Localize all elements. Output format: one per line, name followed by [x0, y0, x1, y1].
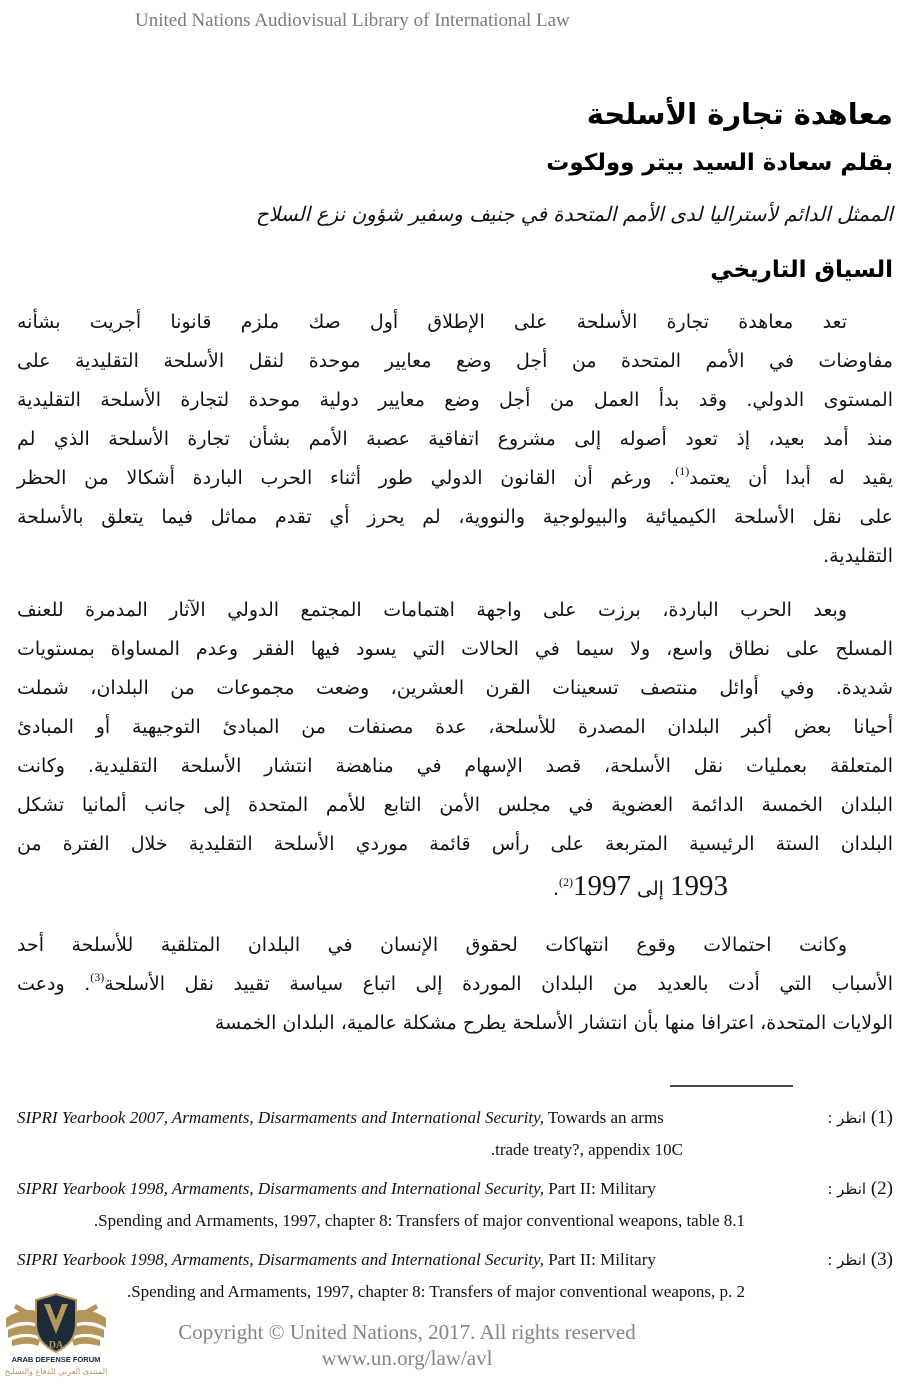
text-run: يقيد له أبدا أن يعتمد: [689, 467, 894, 489]
citation-roman: Towards an arms: [543, 1108, 664, 1127]
footnote-number: (1): [870, 1107, 893, 1128]
body-line: [17, 864, 893, 911]
footnote-head: [17, 1101, 893, 1135]
footnotes: [17, 1101, 893, 1307]
footnote-ref: (2): [559, 874, 574, 889]
body-line: [17, 381, 893, 420]
body-line: [17, 591, 893, 630]
footnote-head: [17, 1243, 893, 1277]
footnote-number: (3): [870, 1249, 893, 1270]
shield-wings-icon: [4, 1290, 108, 1378]
footnote-marker-group: [827, 1101, 893, 1135]
paragraph: [17, 926, 893, 1043]
footnote-see-label: انظر :: [827, 1109, 871, 1127]
body-line: [17, 420, 893, 459]
footnote-see-label: انظر :: [827, 1180, 871, 1198]
logo-name-ar: المنتدى العربي للدفاع والتسليح: [4, 1367, 108, 1376]
doc-byline: بقلم سعادة السيد بيتر وولكوت: [546, 150, 893, 176]
footnote-continuation: .trade treaty?, appendix 10C: [490, 1140, 683, 1159]
footnote-continuation: .Spending and Armaments, 1997, chapter 8: Transfers of major conventional weapons, table 8.1: [93, 1211, 745, 1230]
footnote: [17, 1101, 893, 1165]
footnote: [17, 1172, 893, 1236]
text-run: وبعد الحرب الباردة، برزت على واجهة اهتمامات المجتمع الدولي الآثار المدمرة للعنف: [17, 599, 847, 621]
text-run: المستوى الدولي. وقد بدأ العمل من أجل وضع معايير دولية موحدة لتجارة الأسلحة التقليدية: [17, 389, 893, 411]
footer-url-link[interactable]: www.un.org/law/avl: [321, 1346, 493, 1370]
body-line: [17, 965, 893, 1004]
text-run: المسلح على نطاق واسع، ولا سيما في الحالات التي يسود فيها الفقر وعدم المساواة بمستويات: [17, 638, 893, 660]
body-line: [17, 342, 893, 381]
logo-name-en: ARAB DEFENSE FORUM: [11, 1355, 101, 1364]
arab-defense-forum-logo: [4, 1290, 108, 1378]
text-run: تعد معاهدة تجارة الأسلحة على الإطلاق أول صك ملزم قانونا أجريت بشأنه: [17, 311, 847, 333]
body-line: [17, 708, 893, 747]
citation-italic: SIPRI Yearbook 1998, Armaments, Disarmaments and International Security,: [17, 1179, 544, 1198]
text-run: البلدان الستة الرئيسية المتربعة على رأس قائمة موردي الأسلحة التقليدية خلال الفترة من: [17, 833, 893, 855]
footnote-head: [17, 1172, 893, 1206]
citation-roman: Part II: Military: [543, 1179, 656, 1198]
body-line: [17, 747, 893, 786]
text-run: على نقل الأسلحة الكيميائية والبيولوجية والنووية، لم يحرز أي تقدم مماثل فيما يتعلق بالأسلحة: [17, 506, 893, 528]
body-line: [17, 1004, 893, 1043]
body-line: [17, 669, 893, 708]
footnote-ref: (1): [675, 463, 690, 478]
body-line: [17, 825, 893, 864]
copyright-line: Copyright © United Nations, 2017. All rights reserved: [178, 1320, 636, 1344]
body-line: [17, 537, 893, 576]
page-header-title: United Nations Audiovisual Library of International Law: [135, 10, 570, 31]
body-paragraphs: [17, 303, 893, 1043]
footnote-marker-group: [827, 1172, 893, 1206]
citation-italic: SIPRI Yearbook 1998, Armaments, Disarmaments and International Security,: [17, 1250, 544, 1269]
text-run: . ودعت: [17, 973, 91, 995]
text-run: إلى: [631, 878, 670, 900]
logo-monogram: DA: [48, 1340, 64, 1351]
footnote-citation: [17, 1243, 656, 1276]
citation-roman: Part II: Military: [543, 1250, 656, 1269]
paragraph: [17, 303, 893, 576]
text-run: البلدان الخمسة الدائمة العضوية في مجلس الأمن التابع للأمم المتحدة إلى جانب ألمانيا تشكل: [17, 794, 893, 816]
footnote-number: (2): [870, 1178, 893, 1199]
author-role: الممثل الدائم لأستراليا لدى الأمم المتحدة في جنيف وسفير شؤون نزع السلاح: [255, 202, 893, 226]
body-line: [17, 498, 893, 537]
body-line: [17, 630, 893, 669]
text-run: . ورغم أن القانون الدولي طور أثناء الحرب الباردة أشكالا من الحظر: [17, 467, 676, 489]
body-line: [17, 786, 893, 825]
section-heading: السياق التاريخي: [710, 257, 893, 283]
text-run: .: [552, 878, 560, 900]
text-run: مفاوضات في الأمم المتحدة من أجل وضع معايير موحدة لنقل الأسلحة التقليدية على: [17, 350, 893, 372]
text-run: المتعلقة بعمليات نقل الأسلحة، قصد الإسهام في مناهضة انتشار الأسلحة التقليدية. وكانت: [17, 755, 893, 777]
text-run: أحيانا بعض أكبر البلدان المصدرة للأسلحة، عدة مصنفات من المبادئ التوجيهية أو المبادئ: [17, 716, 893, 738]
paragraph: [17, 591, 893, 911]
footnote-continuation: .Spending and Armaments, 1997, chapter 8: Transfers of major conventional weapons, p. 2: [126, 1282, 745, 1301]
footnote-see-label: انظر :: [827, 1251, 871, 1269]
footnote-separator: [670, 1085, 793, 1087]
footnote-citation: [17, 1101, 664, 1134]
text-run: وكانت احتمالات وقوع انتهاكات لحقوق الإنسان في البلدان المتلقية للأسلحة أحد: [17, 934, 847, 956]
year-number: 1997: [573, 870, 632, 902]
text-run: شديدة. وفي أوائل منتصف تسعينات القرن العشرين، وضعت مجموعات من البلدان، شملت: [17, 677, 893, 699]
footnote-ref: (3): [90, 969, 105, 984]
footnote-citation: [17, 1172, 656, 1205]
body-line: [17, 926, 893, 965]
doc-title: معاهدة تجارة الأسلحة: [586, 97, 893, 131]
year-number: 1993: [670, 870, 728, 902]
citation-italic: SIPRI Yearbook 2007, Armaments, Disarmaments and International Security,: [17, 1108, 544, 1127]
page-footer: [17, 1319, 797, 1371]
body-line: [17, 459, 893, 498]
text-run: التقليدية.: [823, 545, 893, 567]
footnote-marker-group: [827, 1243, 893, 1277]
text-run: الولايات المتحدة، اعترافا منها بأن انتشار الأسلحة يطرح مشكلة عالمية، البلدان الخمسة: [214, 1012, 893, 1034]
body-line: [17, 303, 893, 342]
text-run: الأسباب التي أدت بالعديد من البلدان الموردة إلى اتباع سياسة تقييد نقل الأسلحة: [104, 973, 893, 995]
text-run: منذ أمد بعيد، إذ تعود أصوله إلى مشروع اتفاقية عصبة الأمم بشأن تجارة الأسلحة الذي لم: [17, 428, 893, 450]
footnote: [17, 1243, 893, 1307]
